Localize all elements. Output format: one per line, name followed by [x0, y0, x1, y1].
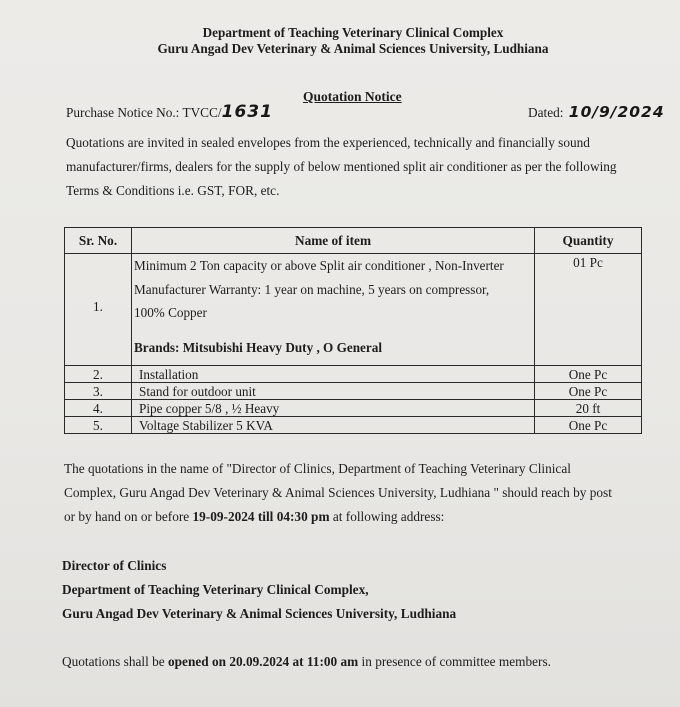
item-brands: Brands: Mitsubishi Heavy Duty , O General [134, 339, 383, 355]
items-table [64, 227, 642, 434]
dated-label: Dated: [528, 105, 564, 120]
row-qty: 20 ft [535, 400, 642, 417]
purchase-notice-number: 1631 [221, 102, 273, 122]
address-line-3: Guru Angad Dev Veterinary & Animal Sciences University, Ludhiana [62, 606, 457, 621]
purchase-notice-prefix: Purchase Notice No.: TVCC/ [66, 105, 222, 120]
header-department: Department of Teaching Veterinary Clinical Complex [202, 25, 504, 40]
header-quantity: Quantity [535, 228, 642, 254]
table-row [65, 383, 642, 400]
submission-line-3 [64, 505, 444, 528]
intro-line-2: manufacturer/firms, dealers for the supply of below mentioned split air conditioner as per the following [66, 159, 617, 174]
table-row [65, 400, 642, 417]
submission-post: at following address: [329, 509, 445, 524]
row-qty: One Pc [535, 366, 642, 383]
item-line: Minimum 2 Ton capacity or above Split air conditioner , Non-Inverter [134, 258, 504, 273]
row-item-description [132, 254, 535, 366]
table-row [65, 417, 642, 434]
opening-statement [62, 654, 551, 670]
header-university: Guru Angad Dev Veterinary & Animal Sciences University, Ludhiana [157, 41, 549, 56]
submission-pre: or by hand on or before [64, 509, 193, 524]
row-sr: 4. [65, 400, 132, 417]
opening-date: opened on 20.09.2024 at 11:00 am [168, 654, 359, 669]
opening-post: in presence of committee members. [358, 654, 551, 669]
intro-line-1: Quotations are invited in sealed envelopes from the experienced, technically and financially sound [66, 135, 590, 150]
dated-block [528, 101, 665, 124]
item-line: 100% Copper [134, 305, 207, 320]
intro-line-3: Terms & Conditions i.e. GST, FOR, etc. [66, 183, 280, 198]
header-sr-no: Sr. No. [65, 228, 132, 254]
row-sr: 3. [65, 383, 132, 400]
row-qty: One Pc [535, 417, 642, 434]
submission-deadline: 19-09-2024 till 04:30 pm [192, 509, 330, 524]
row-item: Stand for outdoor unit [132, 383, 535, 400]
dated-value: 10/9/2024 [568, 103, 665, 121]
address-line-2: Department of Teaching Veterinary Clinical Complex, [62, 582, 369, 597]
row-sr: 5. [65, 417, 132, 434]
submission-line-2: Complex, Guru Angad Dev Veterinary & Animal Sciences University, Ludhiana " should reach by post [64, 485, 612, 500]
notice-title: Quotation Notice [303, 89, 402, 104]
row-item: Voltage Stabilizer 5 KVA [132, 417, 535, 434]
table-row [65, 254, 642, 366]
address-line-1: Director of Clinics [62, 558, 167, 573]
row-qty: 01 Pc [535, 254, 642, 366]
row-sr: 2. [65, 366, 132, 383]
row-item: Installation [132, 366, 535, 383]
table-header-row [65, 228, 642, 254]
row-qty: One Pc [535, 383, 642, 400]
purchase-notice-label [66, 101, 273, 124]
table-row [65, 366, 642, 383]
row-item: Pipe copper 5/8 , ½ Heavy [132, 400, 535, 417]
opening-pre: Quotations shall be [62, 654, 168, 669]
submission-line-1: The quotations in the name of "Director of Clinics, Department of Teaching Veterinary Clinical [64, 461, 571, 476]
header-item-name: Name of item [132, 228, 535, 254]
item-line: Manufacturer Warranty: 1 year on machine, 5 years on compressor, [134, 281, 490, 297]
row-sr: 1. [65, 254, 132, 366]
